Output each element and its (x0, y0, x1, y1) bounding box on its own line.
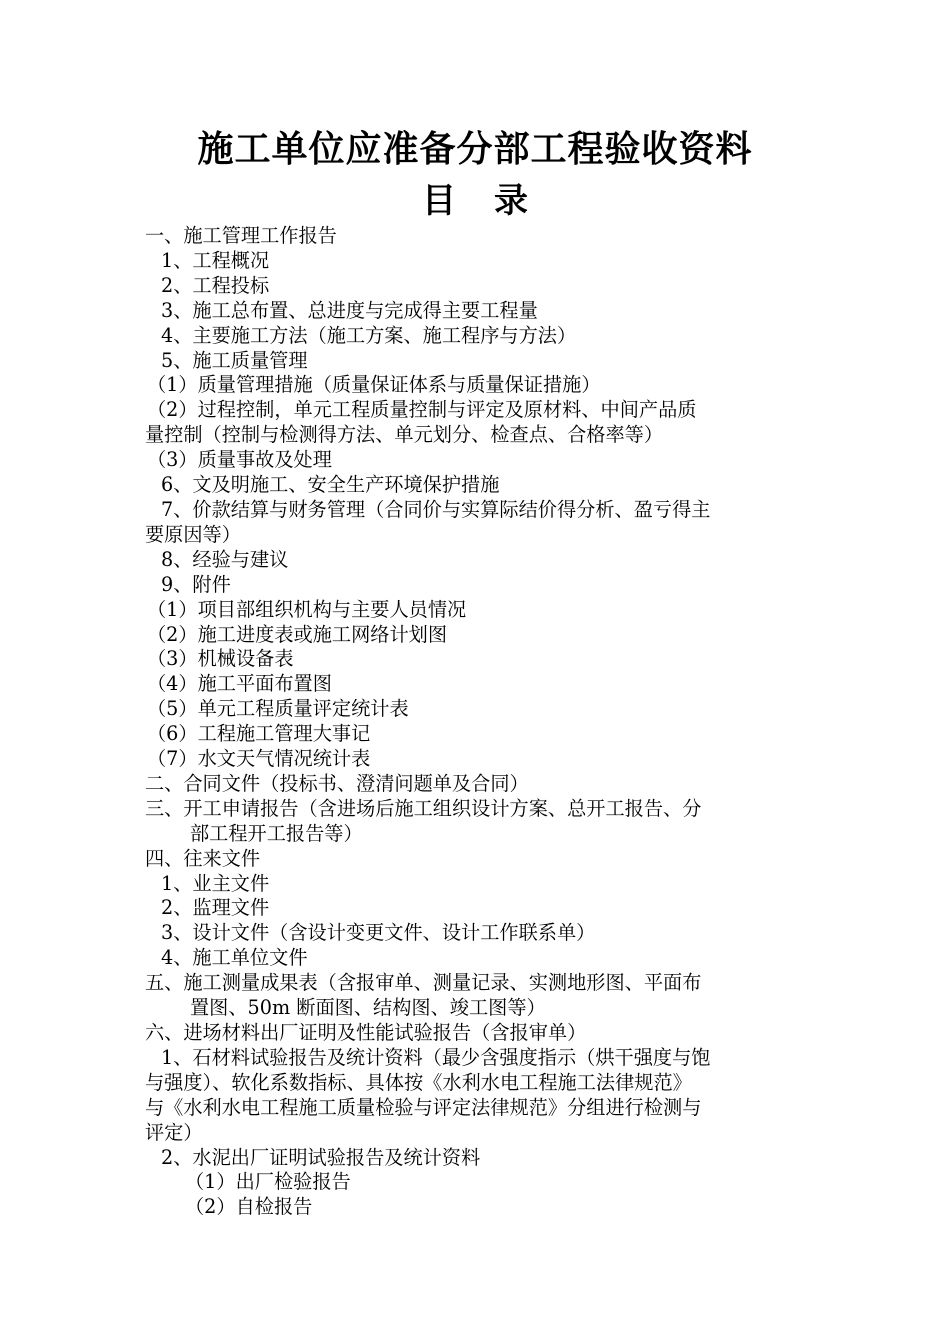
toc-line: 1、工程概况 (161, 248, 270, 272)
toc-line: 六、进场材料出厂证明及性能试验报告（含报审单） (145, 1021, 587, 1044)
toc-line: 1、石材料试验报告及统计资料（最少含强度指示（烘干强度与饱 (161, 1045, 711, 1069)
table-of-contents (145, 224, 805, 1220)
document-title: 施工单位应准备分部工程验收资料 (197, 129, 753, 170)
toc-line: 置图、50m 断面图、结构图、竣工图等） (190, 996, 546, 1020)
toc-line: 1、业主文件 (161, 871, 270, 895)
toc-line: （3）机械设备表 (147, 647, 294, 671)
toc-line: 评定） (145, 1120, 203, 1144)
toc-line: （6）工程施工管理大事记 (147, 722, 371, 746)
toc-line: 一、施工管理工作报告 (145, 224, 337, 247)
toc-line: 4、施工单位文件 (161, 946, 308, 970)
toc-line: 量控制（控制与检测得方法、单元划分、检查点、合格率等） (145, 423, 664, 447)
toc-line: 3、施工总布置、总进度与完成得主要工程量 (161, 298, 538, 322)
toc-line: （5）单元工程质量评定统计表 (147, 697, 409, 721)
toc-line: 2、监理文件 (161, 896, 270, 920)
toc-line: （1）质量管理措施（质量保证体系与质量保证措施） (147, 373, 601, 397)
toc-line: 2、水泥出厂证明试验报告及统计资料 (161, 1145, 481, 1169)
toc-line: 2、工程投标 (161, 273, 270, 297)
toc-line: （7）水文天气情况统计表 (147, 747, 371, 771)
toc-line: 三、开工申请报告（含进场后施工组织设计方案、总开工报告、分 (145, 796, 702, 820)
document-subtitle: 目录 (422, 181, 566, 221)
toc-line: 4、主要施工方法（施工方案、施工程序与方法） (161, 323, 577, 347)
toc-line: 9、附件 (161, 572, 231, 596)
toc-line: 与强度）、软化系数指标、具体按《水利水电工程施工法律规范》 (145, 1070, 692, 1094)
toc-line: （2）施工进度表或施工网络计划图 (147, 622, 448, 646)
toc-line: 6、文及明施工、安全生产环境保护措施 (161, 473, 500, 497)
toc-line: 要原因等） (145, 522, 241, 546)
toc-line: 与《水利水电工程施工质量检验与评定法律规范》分组进行检测与 (145, 1095, 702, 1119)
toc-line: 四、往来文件 (145, 846, 261, 870)
toc-line: （4）施工平面布置图 (147, 672, 332, 696)
toc-line: （3）质量事故及处理 (147, 448, 332, 472)
toc-line: 7、价款结算与财务管理（合同价与实算际结价得分析、盈亏得主 (161, 497, 711, 521)
toc-line: （1）项目部组织机构与主要人员情况 (147, 597, 467, 621)
toc-line: 8、经验与建议 (161, 547, 289, 571)
toc-line: 二、合同文件（投标书、澄清问题单及合同） (145, 771, 529, 795)
toc-line: 五、施工测量成果表（含报审单、测量记录、实测地形图、平面布 (145, 971, 702, 995)
toc-line: 部工程开工报告等） (190, 821, 363, 845)
toc-line: （1）出厂检验报告 (185, 1170, 351, 1194)
toc-line: 3、设计文件（含设计变更文件、设计工作联系单） (161, 921, 596, 945)
toc-line: （2）过程控制，单元工程质量控制与评定及原材料、中间产品质 (147, 398, 697, 422)
toc-line: （2）自检报告 (185, 1195, 313, 1219)
toc-line: 5、施工质量管理 (161, 348, 308, 372)
